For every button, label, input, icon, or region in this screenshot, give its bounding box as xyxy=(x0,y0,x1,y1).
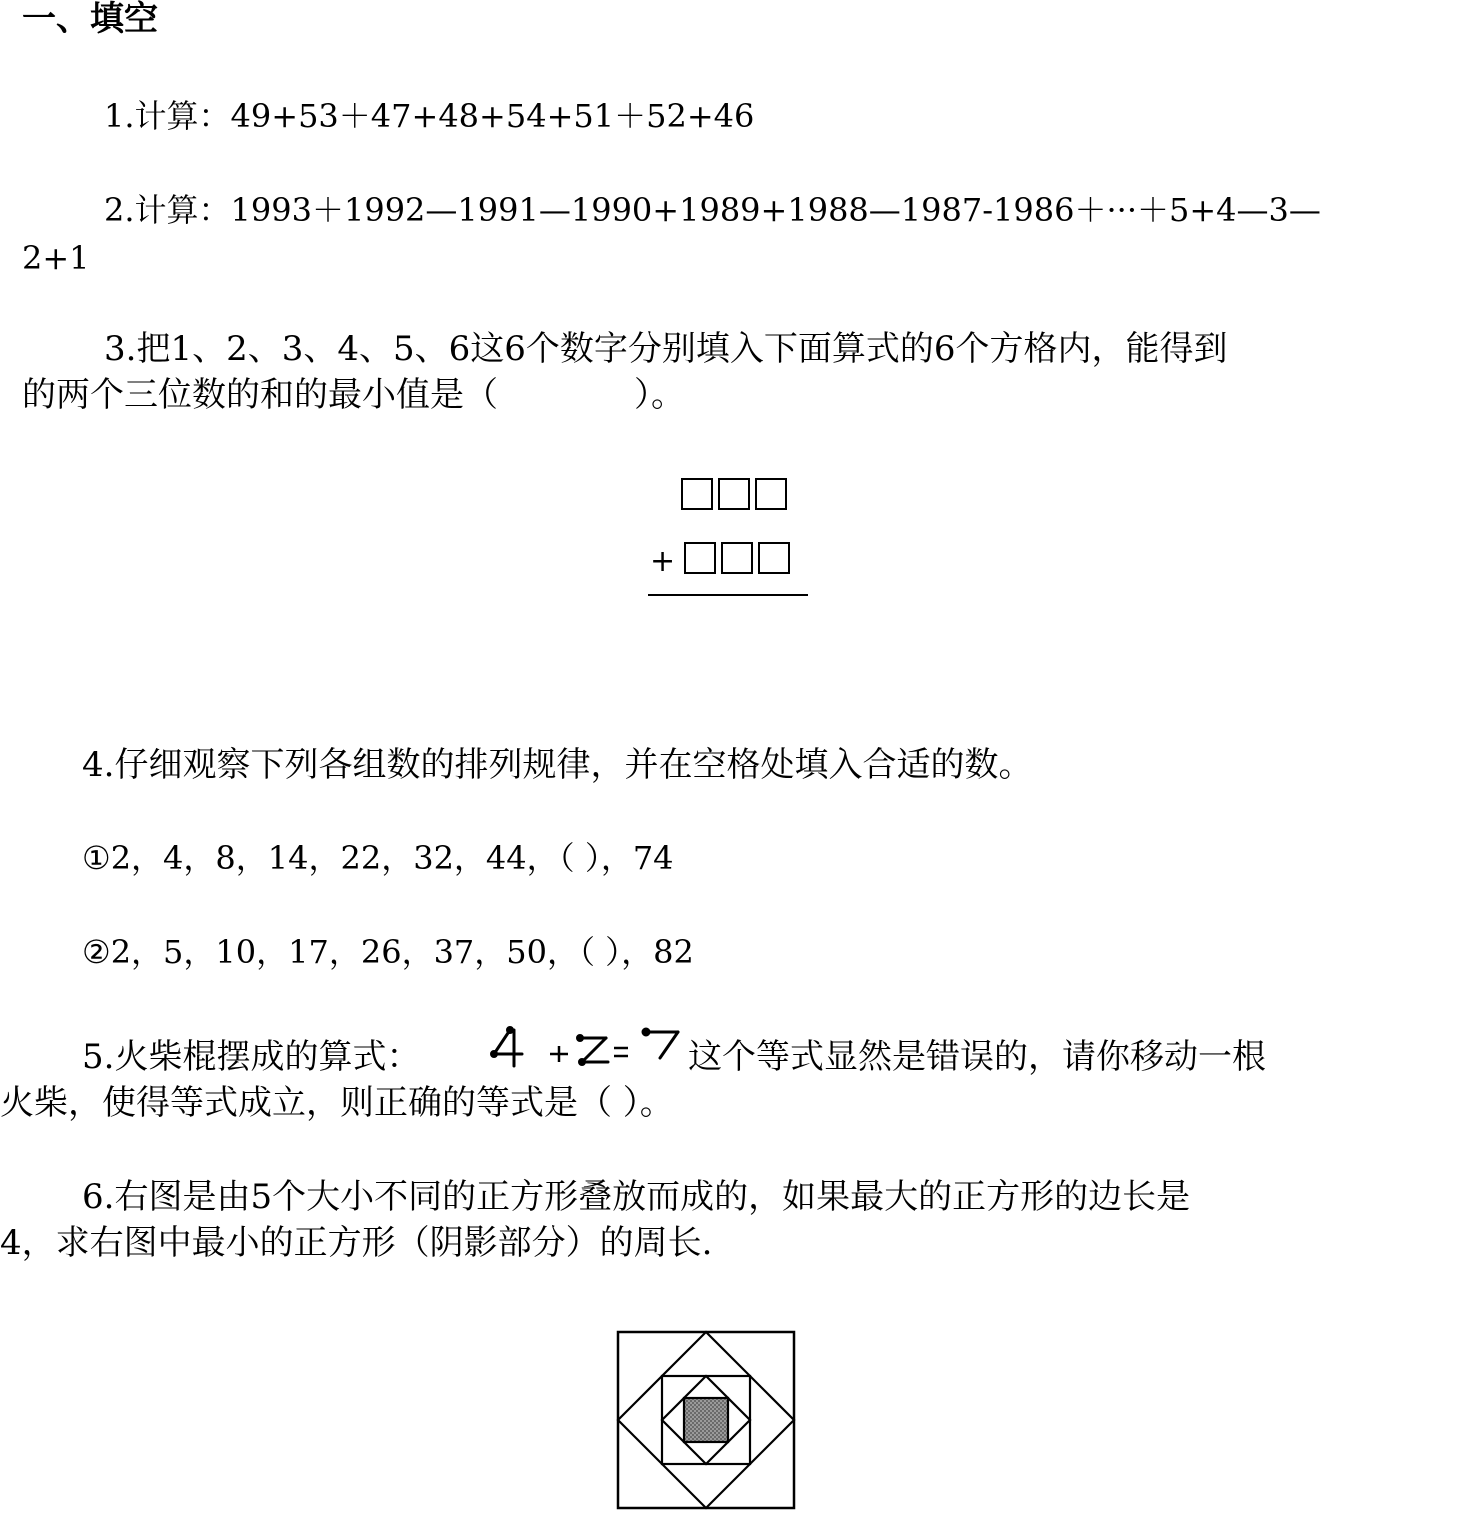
digit-box xyxy=(681,478,713,510)
problem-5-line-1-end: 这个等式显然是错误的，请你移动一根 xyxy=(688,1037,1266,1077)
digit-box xyxy=(684,542,716,574)
top-digit-boxes xyxy=(681,478,792,510)
problem-2-line-1: 2.计算：1993＋1992—1991—1990+1989+1988—1987-1986＋···＋5+4—3— xyxy=(104,191,1321,229)
problem-6-line-1: 6.右图是由5个大小不同的正方形叠放而成的，如果最大的正方形的边长是 xyxy=(82,1177,1191,1217)
digit-box xyxy=(758,542,790,574)
problem-1: 1.计算：49+53＋47+48+54+51＋52+46 xyxy=(104,97,755,135)
digit-box xyxy=(718,478,750,510)
section-heading: 一、填空 xyxy=(22,0,158,39)
problem-4: 4.仔细观察下列各组数的排列规律，并在空格处填入合适的数。 xyxy=(82,745,1033,785)
sequence-1: ①2，4，8，14，22，32，44，（ ），74 xyxy=(82,839,674,877)
nested-squares-figure xyxy=(614,1328,800,1514)
problem-2-line-2: 2+1 xyxy=(22,239,90,277)
sum-line xyxy=(648,594,808,596)
sequence-2: ②2，5，10，17，26，37，50，（ ），82 xyxy=(82,933,694,971)
problem-5-line-1-start: 5.火柴棍摆成的算式： xyxy=(82,1037,421,1077)
problem-5-line-2: 火柴，使得等式成立，则正确的等式是（ ）。 xyxy=(0,1083,674,1123)
problem-3-line-2: 的两个三位数的和的最小值是（ ）。 xyxy=(22,375,685,415)
matchstick-equation-image xyxy=(488,1024,688,1074)
bottom-digit-boxes xyxy=(684,542,795,574)
square-smallest-shaded xyxy=(684,1398,728,1442)
problem-3-line-1: 3.把1、2、3、4、5、6这6个数字分别填入下面算式的6个方格内，能得到 xyxy=(104,329,1228,369)
digit-box xyxy=(721,542,753,574)
plus-sign: + xyxy=(650,544,676,579)
problem-6-line-2: 4，求右图中最小的正方形（阴影部分）的周长. xyxy=(0,1223,713,1263)
digit-box xyxy=(755,478,787,510)
